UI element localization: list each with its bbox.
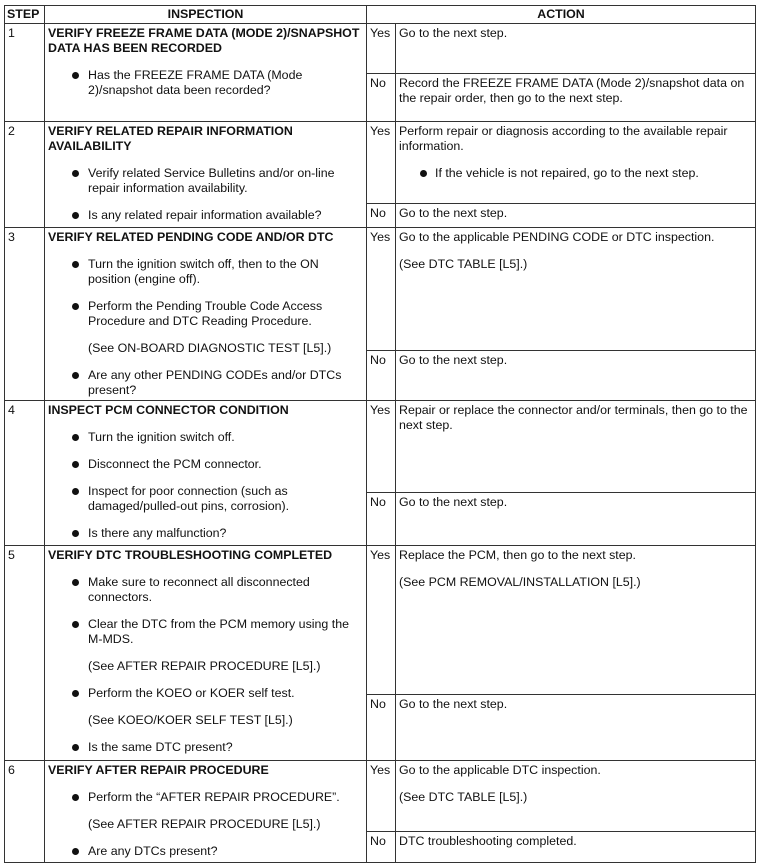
inspection-bullet: Perform the KOEO or KOER self test.: [48, 686, 362, 701]
inspection-bullet: Disconnect the PCM connector.: [48, 457, 362, 472]
no-action-text: Go to the next step.: [396, 350, 756, 400]
step-2-yes-row: [5, 122, 756, 204]
no-label: No: [367, 832, 396, 863]
no-label: No: [367, 493, 396, 546]
step-number: 5: [5, 546, 45, 761]
step-5-yes-row: [5, 546, 756, 695]
step-number: 4: [5, 401, 45, 546]
yes-action-text: Go to the applicable PENDING CODE or DTC inspection.: [399, 230, 715, 244]
inspection-bullet: Inspect for poor connection (such as damaged/pulled-out pins, corrosion).: [48, 484, 362, 514]
inspection-table: [4, 5, 756, 863]
yes-action-text: Replace the PCM, then go to the next step.: [399, 548, 636, 562]
yes-label: Yes: [367, 24, 396, 74]
inspection-title: VERIFY DTC TROUBLESHOOTING COMPLETED: [48, 548, 333, 562]
inspection-reference: (See AFTER REPAIR PROCEDURE [L5].): [88, 659, 321, 673]
yes-action-reference: (See PCM REMOVAL/INSTALLATION [L5].): [399, 575, 641, 589]
yes-action-reference: (See DTC TABLE [L5].): [399, 790, 528, 804]
step-1-yes-row: [5, 24, 756, 74]
yes-action: [396, 24, 756, 74]
yes-label: Yes: [367, 228, 396, 351]
step-4-yes-row: [5, 401, 756, 493]
yes-action: [396, 761, 756, 832]
yes-label: Yes: [367, 122, 396, 204]
yes-action: [396, 401, 756, 493]
inspection-title: VERIFY FREEZE FRAME DATA (MODE 2)/SNAPSHOT DATA HAS BEEN RECORDED: [48, 26, 360, 55]
inspection-cell: [45, 761, 367, 863]
no-action-text: Record the FREEZE FRAME DATA (Mode 2)/snapshot data on the repair order, then go to the next step.: [396, 74, 756, 122]
inspection-bullet: Is there any malfunction?: [48, 526, 362, 541]
yes-action: [396, 546, 756, 695]
step-3-yes-row: [5, 228, 756, 351]
inspection-bullet: Verify related Service Bulletins and/or on-line repair information availability.: [48, 166, 362, 196]
step-number: 1: [5, 24, 45, 122]
inspection-bullet: Is the same DTC present?: [48, 740, 362, 755]
step-6-yes-row: [5, 761, 756, 832]
yes-action-text: Perform repair or diagnosis according to the available repair information.: [399, 124, 728, 153]
no-action-text: Go to the next step.: [396, 204, 756, 228]
inspection-bullet: Is any related repair information available?: [48, 208, 362, 223]
procedure-page: [4, 5, 755, 863]
no-label: No: [367, 74, 396, 122]
inspection-reference: (See KOEO/KOER SELF TEST [L5].): [88, 713, 293, 727]
inspection-bullet: Clear the DTC from the PCM memory using the M-MDS.: [48, 617, 362, 647]
inspection-title: VERIFY AFTER REPAIR PROCEDURE: [48, 763, 269, 777]
inspection-bullet: Perform the Pending Trouble Code Access Procedure and DTC Reading Procedure.: [48, 299, 362, 329]
step-number: 2: [5, 122, 45, 228]
inspection-cell: [45, 228, 367, 401]
inspection-cell: [45, 546, 367, 761]
yes-label: Yes: [367, 401, 396, 493]
inspection-bullet: Make sure to reconnect all disconnected connectors.: [48, 575, 362, 605]
inspection-bullet: Perform the “AFTER REPAIR PROCEDURE”.: [48, 790, 362, 805]
yes-action: [396, 122, 756, 204]
inspection-title: VERIFY RELATED PENDING CODE AND/OR DTC: [48, 230, 334, 244]
inspection-bullet: Are any DTCs present?: [48, 844, 362, 859]
inspection-cell: [45, 24, 367, 122]
inspection-bullet: Are any other PENDING CODEs and/or DTCs present?: [48, 368, 362, 398]
no-label: No: [367, 695, 396, 761]
inspection-reference: (See ON-BOARD DIAGNOSTIC TEST [L5].): [88, 341, 332, 355]
yes-action-reference: (See DTC TABLE [L5].): [399, 257, 528, 271]
no-action-text: Go to the next step.: [396, 695, 756, 761]
header-step: STEP: [5, 6, 45, 24]
no-label: No: [367, 204, 396, 228]
inspection-bullet: Turn the ignition switch off, then to the ON position (engine off).: [48, 257, 362, 287]
inspection-reference: (See AFTER REPAIR PROCEDURE [L5].): [88, 817, 321, 831]
inspection-cell: [45, 401, 367, 546]
yes-label: Yes: [367, 546, 396, 695]
no-action-text: DTC troubleshooting completed.: [396, 832, 756, 863]
inspection-bullet: Has the FREEZE FRAME DATA (Mode 2)/snapshot data been recorded?: [48, 68, 362, 98]
step-number: 3: [5, 228, 45, 401]
no-action-text: Go to the next step.: [396, 493, 756, 546]
inspection-bullet: Turn the ignition switch off.: [48, 430, 362, 445]
inspection-title: INSPECT PCM CONNECTOR CONDITION: [48, 403, 289, 417]
no-label: No: [367, 350, 396, 400]
inspection-cell: [45, 122, 367, 228]
yes-action-text: Repair or replace the connector and/or terminals, then go to the next step.: [399, 403, 748, 432]
yes-action-text: Go to the next step.: [399, 26, 508, 40]
yes-label: Yes: [367, 761, 396, 832]
yes-action-bullet: If the vehicle is not repaired, go to the next step.: [399, 166, 751, 181]
yes-action-text: Go to the applicable DTC inspection.: [399, 763, 601, 777]
step-number: 6: [5, 761, 45, 863]
table-header-row: [5, 6, 756, 24]
yes-action: [396, 228, 756, 351]
header-action: ACTION: [367, 6, 756, 24]
header-inspection: INSPECTION: [45, 6, 367, 24]
inspection-title: VERIFY RELATED REPAIR INFORMATION AVAILABILITY: [48, 124, 293, 153]
